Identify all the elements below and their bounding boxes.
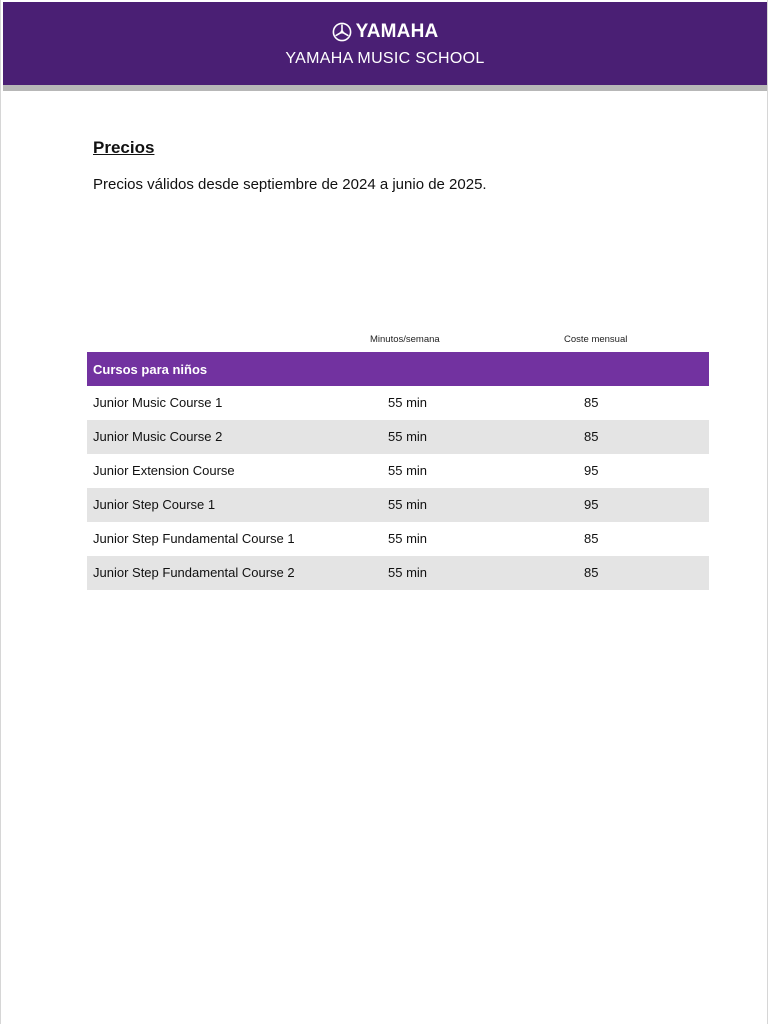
table-row xyxy=(87,386,709,420)
course-cost: 95 xyxy=(584,497,599,512)
validity-note: Precios válidos desde septiembre de 2024 a junio de 2025. xyxy=(93,176,487,193)
course-cost: 85 xyxy=(584,531,599,546)
table-row xyxy=(87,420,709,454)
table-row xyxy=(87,556,709,590)
course-name: Junior Step Fundamental Course 1 xyxy=(93,531,295,546)
header-divider xyxy=(3,85,767,91)
course-name: Junior Step Course 1 xyxy=(93,497,216,512)
course-minutes: 55 min xyxy=(388,395,428,410)
table-row xyxy=(87,522,709,556)
column-header-cost: Coste mensual xyxy=(564,334,628,345)
course-minutes: 55 min xyxy=(388,463,428,478)
course-name: Junior Extension Course xyxy=(93,463,235,478)
course-minutes: 55 min xyxy=(388,429,428,444)
course-cost: 95 xyxy=(584,463,599,478)
brand-row xyxy=(3,22,767,42)
column-header-minutes: Minutos/semana xyxy=(370,334,440,345)
course-cost: 85 xyxy=(584,565,599,580)
course-cost: 85 xyxy=(584,429,599,444)
course-name: Junior Step Fundamental Course 2 xyxy=(93,565,295,580)
section-header: Cursos para niños xyxy=(87,352,709,386)
column-header-row xyxy=(87,334,709,352)
table-row xyxy=(87,488,709,522)
course-name: Junior Music Course 2 xyxy=(93,429,223,444)
school-name: YAMAHA MUSIC SCHOOL xyxy=(285,50,485,67)
header-banner xyxy=(3,2,767,85)
price-table xyxy=(87,334,709,590)
course-minutes: 55 min xyxy=(388,497,428,512)
course-name: Junior Music Course 1 xyxy=(93,395,223,410)
course-minutes: 55 min xyxy=(388,531,428,546)
table-row xyxy=(87,454,709,488)
course-minutes: 55 min xyxy=(388,565,428,580)
course-cost: 85 xyxy=(584,395,599,410)
brand-wordmark: YAMAHA xyxy=(355,21,439,42)
page-title: Precios xyxy=(93,138,155,157)
yamaha-logo-icon xyxy=(332,22,352,42)
